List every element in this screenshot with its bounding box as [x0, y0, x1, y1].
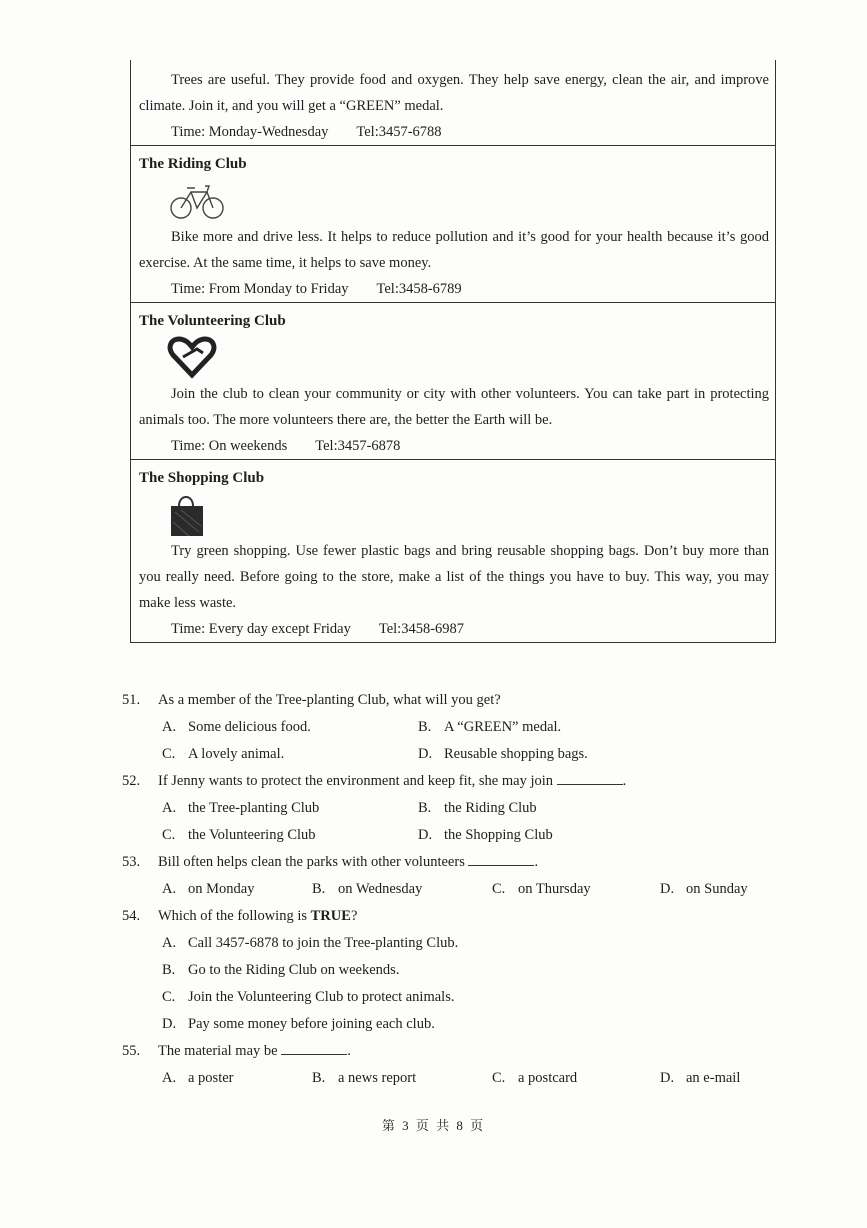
club-time: Time: On weekends — [171, 438, 288, 454]
option[interactable]: A. the Tree-planting Club — [162, 800, 320, 816]
question-text: Which of the following is — [158, 908, 308, 924]
club-tel: Tel:3457-6878 — [315, 438, 401, 454]
club-time: Time: Monday-Wednesday — [171, 124, 329, 140]
answer-blank[interactable] — [557, 770, 623, 785]
club-list — [130, 60, 776, 643]
option-row — [122, 1011, 782, 1038]
club-tel: Tel:3458-6789 — [376, 281, 462, 297]
option[interactable]: A. Some delicious food. — [162, 719, 311, 735]
club-title: The Volunteering Club — [139, 313, 286, 329]
option[interactable]: B. A “GREEN” medal. — [418, 719, 562, 735]
question-number: 53. — [122, 854, 141, 870]
option-row — [122, 714, 782, 741]
club-title: The Riding Club — [139, 156, 247, 172]
question-number: 54. — [122, 908, 141, 924]
answer-blank[interactable] — [468, 851, 534, 866]
club-info — [139, 276, 769, 302]
club-info — [139, 433, 769, 459]
question-stem — [122, 687, 782, 714]
question-stem: 53. Bill often helps clean the parks with other volunteers . — [122, 849, 782, 876]
question-list — [122, 687, 782, 1092]
club-tel: Tel:3458-6987 — [378, 621, 465, 637]
question-text: The material may be — [158, 1043, 278, 1059]
club-time: Time: From Monday to Friday — [171, 281, 349, 297]
answer-blank[interactable] — [281, 1040, 347, 1055]
question-stem: 52. If Jenny wants to protect the environment and keep fit, she may join . — [122, 768, 782, 795]
option[interactable]: B. Go to the Riding Club on weekends. — [162, 962, 400, 978]
club-info — [139, 616, 769, 642]
club-time: Time: Every day except Friday — [171, 621, 351, 637]
option-row — [122, 957, 782, 984]
option-row — [122, 741, 782, 768]
question-number: 51. — [122, 692, 141, 708]
question-text: As a member of the Tree-planting Club, what will you get? — [158, 692, 501, 708]
option[interactable]: B. the Riding Club — [418, 800, 537, 816]
option-row — [122, 984, 782, 1011]
option[interactable]: A. Call 3457-6878 to join the Tree-planting Club. — [162, 935, 459, 951]
club-riding — [131, 145, 775, 302]
club-tree-planting — [131, 67, 775, 145]
option[interactable]: C. Join the Volunteering Club to protect animals. — [162, 989, 455, 1005]
option-row — [122, 822, 782, 849]
option-row — [122, 795, 782, 822]
question-stem: 54. Which of the following is TRUE? — [122, 903, 782, 930]
shopping-bag-icon — [167, 492, 769, 538]
option[interactable]: C. the Volunteering Club — [162, 827, 316, 843]
heart-hand-icon — [167, 335, 769, 381]
question-text: Bill often helps clean the parks with other volunteers — [158, 854, 465, 870]
option[interactable]: D. Reusable shopping bags. — [418, 746, 588, 762]
option[interactable]: C. A lovely animal. — [162, 746, 285, 762]
option[interactable]: B. a news report — [312, 1070, 417, 1086]
bicycle-icon — [167, 178, 769, 224]
option[interactable]: C. on Thursday — [492, 881, 591, 897]
club-title: The Shopping Club — [139, 470, 265, 486]
club-description: Trees are useful. They provide food and oxygen. They help save energy, clean the air, and improve climate. Join it, and you will get a “GREEN” medal. — [139, 72, 769, 114]
club-description: Try green shopping. Use fewer plastic bags and bring reusable shopping bags. Don’t buy more than you really need. Before going to the store, make a list of the things you have to buy. This way, you may make less waste. — [139, 543, 769, 611]
option[interactable]: D. on Sunday — [660, 881, 748, 897]
option[interactable]: D. Pay some money before joining each club. — [162, 1016, 435, 1032]
club-tel: Tel:3457-6788 — [356, 124, 442, 140]
option[interactable]: A. on Monday — [162, 881, 255, 897]
option[interactable]: D. the Shopping Club — [418, 827, 553, 843]
club-volunteering — [131, 302, 775, 459]
club-info — [139, 119, 769, 145]
option[interactable]: C. a postcard — [492, 1070, 578, 1086]
option[interactable]: D. an e-mail — [660, 1070, 741, 1086]
question-text: If Jenny wants to protect the environment and keep fit, she may join — [158, 773, 554, 789]
option[interactable]: A. a poster — [162, 1070, 234, 1086]
club-description: Bike more and drive less. It helps to reduce pollution and it’s good for your health because it’s good exercise. At the same time, it helps to save money. — [139, 229, 769, 271]
option-row — [122, 1065, 782, 1092]
question-stem: 55. The material may be . — [122, 1038, 782, 1065]
question-emphasis: TRUE — [310, 908, 351, 924]
option-row — [122, 876, 782, 903]
question-number: 55. — [122, 1043, 141, 1059]
club-description: Join the club to clean your community or city with other volunteers. You can take part in protecting animals too. The more volunteers there are, the better the Earth will be. — [139, 386, 769, 428]
option-row — [122, 930, 782, 957]
club-shopping — [131, 459, 775, 643]
option[interactable]: B. on Wednesday — [312, 881, 423, 897]
question-number: 52. — [122, 773, 141, 789]
page-number: 第 3 页 共 8 页 — [381, 1118, 486, 1133]
